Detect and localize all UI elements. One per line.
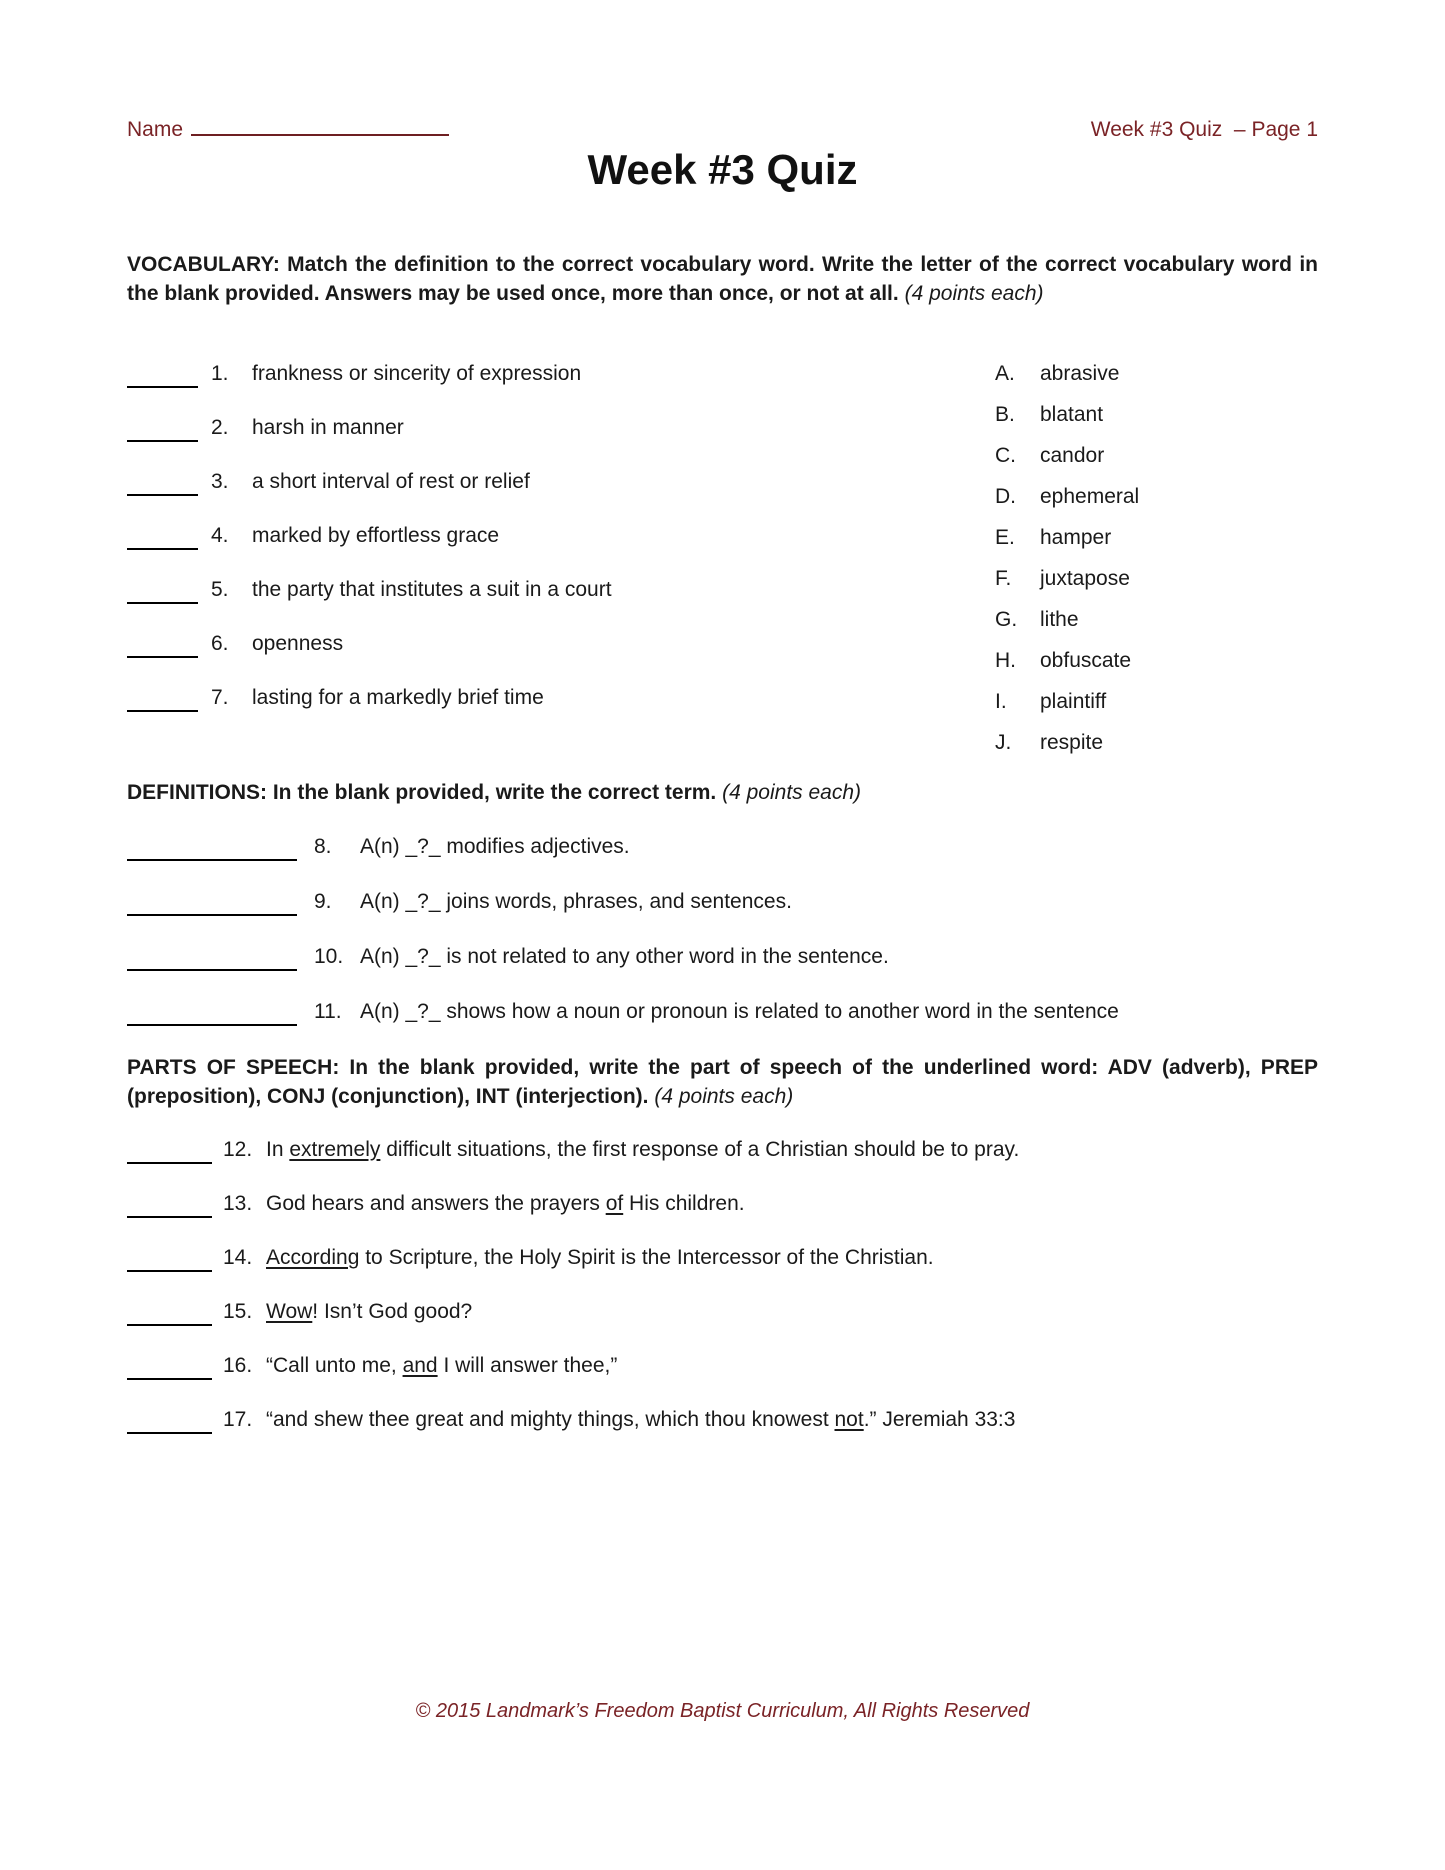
vocabulary-instructions-text: VOCABULARY: Match the definition to the correct vocabulary word. Write the letter of the correct vocabulary word in the blank provided. Answers may be used once, more than once, or not at all. — [127, 253, 1318, 305]
choice-word: plaintiff — [1040, 690, 1107, 713]
question-text — [266, 1408, 1015, 1432]
vocabulary-choice-row — [995, 731, 1318, 772]
question-number: 3. — [211, 470, 229, 493]
vocabulary-choice-row — [995, 403, 1318, 444]
vocabulary-choice-row — [995, 485, 1318, 526]
answer-blank-line[interactable] — [127, 1408, 212, 1434]
question-number: 2. — [211, 416, 229, 439]
definition-row — [127, 835, 1318, 890]
question-text: lasting for a markedly brief time — [252, 686, 544, 709]
sentence-before: God hears and answers the prayers — [266, 1192, 606, 1215]
choice-word: obfuscate — [1040, 649, 1132, 672]
sentence-after: His children. — [623, 1192, 745, 1215]
answer-blank-line[interactable] — [127, 835, 297, 861]
question-text: a short interval of rest or relief — [252, 470, 530, 493]
name-field — [127, 110, 449, 142]
choice-letter: H. — [995, 649, 1016, 672]
question-number: 4. — [211, 524, 229, 547]
vocabulary-question-row — [127, 632, 995, 686]
sentence-after: to Scripture, the Holy Spirit is the Intercessor of the Christian. — [359, 1246, 934, 1269]
question-number: 15. — [223, 1300, 253, 1323]
question-number: 14. — [223, 1246, 253, 1269]
vocabulary-choice-row — [995, 567, 1318, 608]
name-label: Name — [127, 118, 184, 141]
vocabulary-matching-section — [127, 362, 1318, 772]
vocabulary-choice-row — [995, 362, 1318, 403]
vocabulary-question-row — [127, 686, 995, 740]
parts-of-speech-row — [127, 1192, 1318, 1246]
question-number: 6. — [211, 632, 229, 655]
answer-blank-line[interactable] — [127, 945, 297, 971]
choice-letter: E. — [995, 526, 1015, 549]
underlined-word: Wow — [266, 1300, 313, 1323]
definitions-instructions — [127, 778, 1318, 807]
question-text — [266, 1138, 1019, 1162]
parts-of-speech-row — [127, 1354, 1318, 1408]
choice-letter: I. — [995, 690, 1007, 713]
vocabulary-question-row — [127, 470, 995, 524]
vocabulary-question-row — [127, 416, 995, 470]
copyright-footer: © 2015 Landmark’s Freedom Baptist Curriculum, All Rights Reserved — [415, 1700, 1030, 1722]
choice-letter: G. — [995, 608, 1018, 631]
question-number: 17. — [223, 1408, 253, 1431]
question-text: the party that institutes a suit in a court — [252, 578, 612, 601]
answer-blank-line[interactable] — [127, 1192, 212, 1218]
page-header — [127, 110, 1318, 142]
choice-word: hamper — [1040, 526, 1112, 549]
choice-letter: C. — [995, 444, 1016, 467]
vocabulary-choice-row — [995, 444, 1318, 485]
vocabulary-points-note: (4 points each) — [904, 282, 1044, 305]
definitions-items-list — [127, 835, 1318, 1055]
question-text: marked by effortless grace — [252, 524, 500, 547]
choice-word: ephemeral — [1040, 485, 1140, 508]
underlined-word: of — [605, 1192, 624, 1215]
question-number: 9. — [314, 890, 332, 913]
question-number: 1. — [211, 362, 229, 385]
question-text: frankness or sincerity of expression — [252, 362, 582, 385]
choice-word: candor — [1040, 444, 1105, 467]
vocabulary-choices-list — [995, 362, 1318, 772]
vocabulary-question-row — [127, 362, 995, 416]
vocabulary-choice-row — [995, 526, 1318, 567]
definitions-instructions-text: DEFINITIONS: In the blank provided, write the correct term. — [127, 781, 717, 804]
choice-letter: A. — [995, 362, 1015, 385]
question-number: 11. — [314, 1000, 342, 1023]
question-text — [266, 1300, 472, 1324]
definition-row — [127, 945, 1318, 1000]
parts-of-speech-row — [127, 1408, 1318, 1462]
underlined-word: and — [402, 1354, 438, 1377]
sentence-after: ! Isn’t God good? — [312, 1300, 473, 1323]
answer-blank-line[interactable] — [127, 632, 198, 658]
parts-of-speech-points-note: (4 points each) — [654, 1085, 794, 1108]
parts-of-speech-row — [127, 1300, 1318, 1354]
choice-letter: B. — [995, 403, 1015, 426]
question-number: 12. — [223, 1138, 253, 1161]
answer-blank-line[interactable] — [127, 524, 198, 550]
sentence-before: “and shew thee great and mighty things, which thou knowest — [266, 1408, 835, 1431]
question-text: openness — [252, 632, 344, 655]
vocabulary-choice-row — [995, 690, 1318, 731]
choice-letter: F. — [995, 567, 1012, 590]
question-number: 16. — [223, 1354, 253, 1377]
sentence-after: I will answer thee,” — [437, 1354, 618, 1377]
underlined-word: not — [834, 1408, 864, 1431]
parts-of-speech-items-list — [127, 1138, 1318, 1462]
vocabulary-question-row — [127, 578, 995, 632]
vocabulary-question-row — [127, 524, 995, 578]
parts-of-speech-instructions — [127, 1053, 1318, 1111]
underlined-word: extremely — [289, 1138, 381, 1161]
question-number: 5. — [211, 578, 229, 601]
sentence-before: In — [266, 1138, 290, 1161]
choice-word: abrasive — [1040, 362, 1120, 385]
vocabulary-instructions — [127, 250, 1318, 308]
question-text: A(n) _?_ joins words, phrases, and sentences. — [360, 890, 792, 913]
question-text: A(n) _?_ shows how a noun or pronoun is related to another word in the sentence — [360, 1000, 1119, 1023]
answer-blank-line[interactable] — [127, 1138, 212, 1164]
definition-row — [127, 1000, 1318, 1055]
answer-blank-line[interactable] — [127, 578, 198, 604]
underlined-word: According — [266, 1246, 360, 1269]
answer-blank-line[interactable] — [127, 1246, 212, 1272]
choice-word: lithe — [1040, 608, 1079, 631]
question-text: A(n) _?_ is not related to any other word in the sentence. — [360, 945, 889, 968]
question-number: 13. — [223, 1192, 253, 1215]
definition-row — [127, 890, 1318, 945]
question-text — [266, 1246, 934, 1270]
parts-of-speech-row — [127, 1138, 1318, 1192]
question-number: 8. — [314, 835, 332, 858]
question-text: A(n) _?_ modifies adjectives. — [360, 835, 630, 858]
vocabulary-choice-row — [995, 649, 1318, 690]
parts-of-speech-instructions-text: PARTS OF SPEECH: In the blank provided, write the part of speech of the underlined word: ADV (adverb), PREP (preposition), CONJ (conjunction), INT (interjection). — [127, 1056, 1318, 1108]
choice-word: respite — [1040, 731, 1104, 754]
question-text — [266, 1354, 617, 1378]
name-blank-line[interactable] — [191, 110, 449, 136]
choice-letter: D. — [995, 485, 1016, 508]
answer-blank-line[interactable] — [127, 1300, 212, 1326]
question-text — [266, 1192, 745, 1216]
choice-word: blatant — [1040, 403, 1104, 426]
question-number: 10. — [314, 945, 344, 968]
choice-word: juxtapose — [1040, 567, 1130, 590]
sentence-after: difficult situations, the first response of a Christian should be to pray. — [380, 1138, 1020, 1161]
answer-blank-line[interactable] — [127, 1000, 297, 1026]
answer-blank-line[interactable] — [127, 416, 198, 442]
page-title: Week #3 Quiz — [587, 146, 858, 193]
vocabulary-choice-row — [995, 608, 1318, 649]
answer-blank-line[interactable] — [127, 1354, 212, 1380]
page-number-label: Week #3 Quiz – Page 1 — [1090, 118, 1318, 141]
vocabulary-questions-list — [127, 362, 995, 772]
sentence-after: .” Jeremiah 33:3 — [863, 1408, 1016, 1431]
question-number: 7. — [211, 686, 229, 709]
answer-blank-line[interactable] — [127, 470, 198, 496]
answer-blank-line[interactable] — [127, 890, 297, 916]
choice-letter: J. — [995, 731, 1012, 754]
answer-blank-line[interactable] — [127, 362, 198, 388]
parts-of-speech-row — [127, 1246, 1318, 1300]
sentence-before: “Call unto me, — [266, 1354, 403, 1377]
question-text: harsh in manner — [252, 416, 404, 439]
answer-blank-line[interactable] — [127, 686, 198, 712]
definitions-points-note: (4 points each) — [722, 781, 862, 804]
